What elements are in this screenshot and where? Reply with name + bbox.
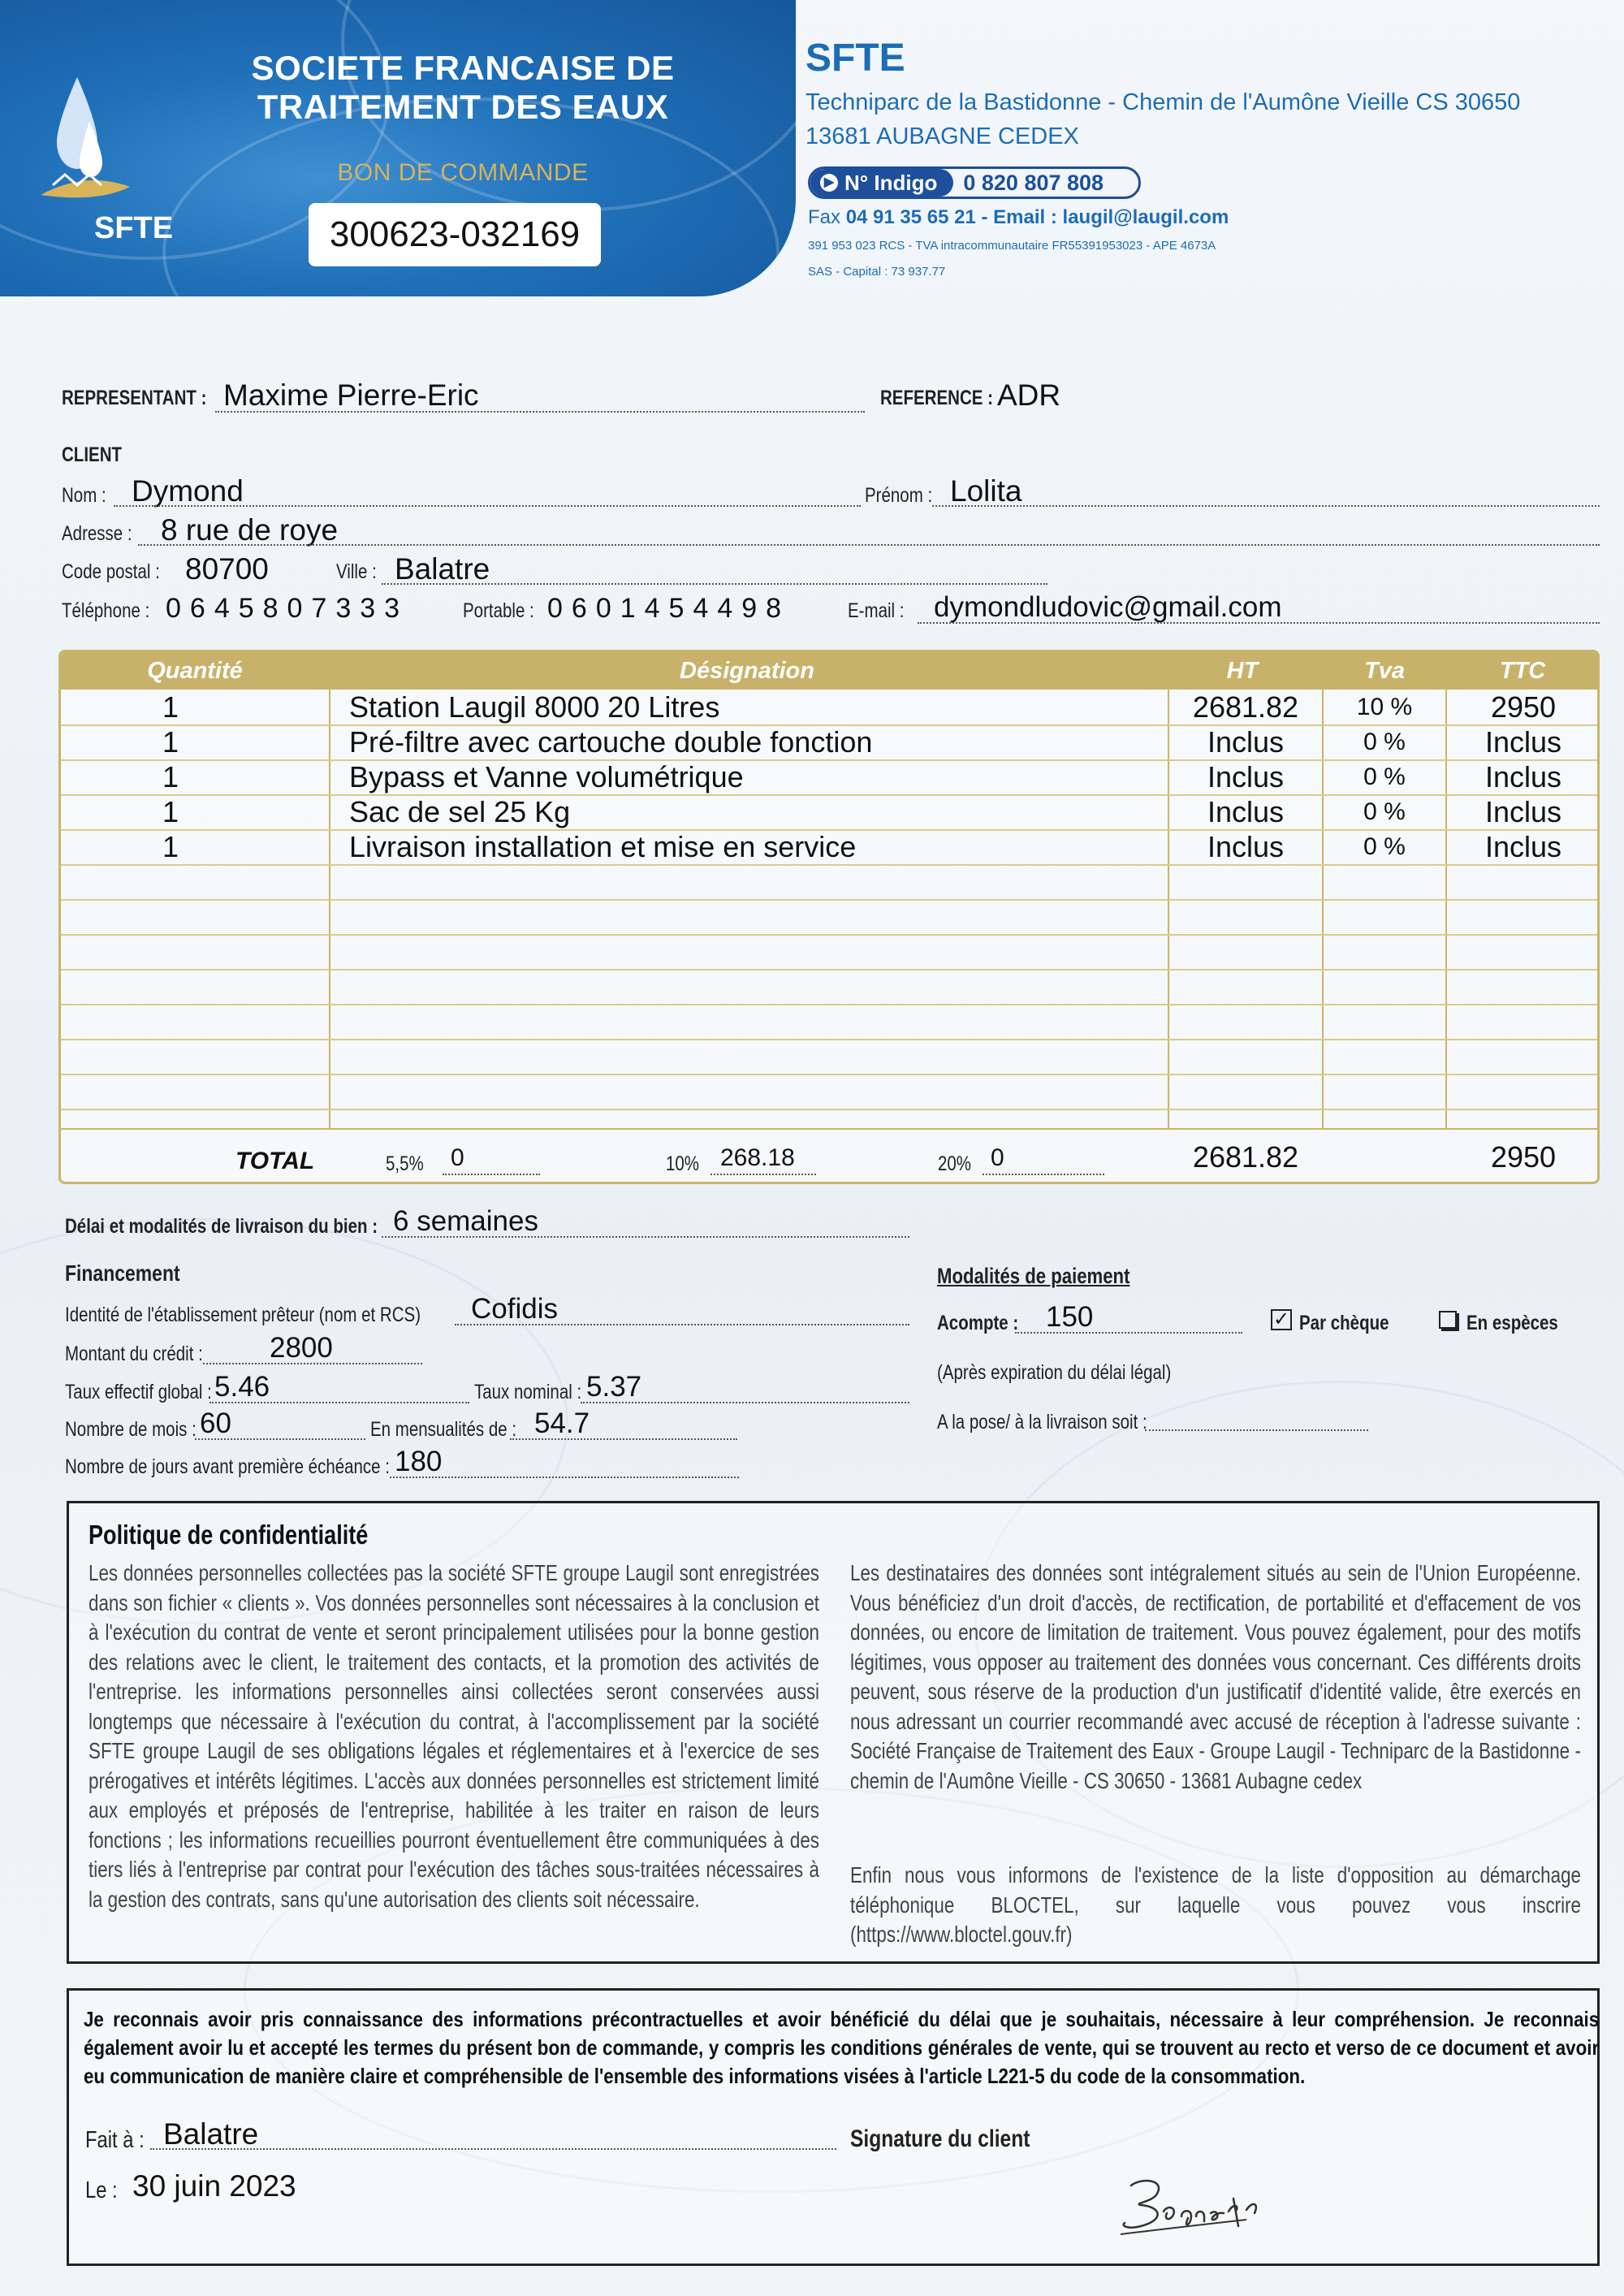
jours-echeance-label: Nombre de jours avant première échéance : [65, 1455, 390, 1478]
cell-ttc: Inclus [1484, 760, 1562, 793]
cell-designation: Livraison installation et mise en service [349, 830, 857, 863]
email-label: E-mail : [848, 599, 905, 622]
prenom-label: Prénom : [865, 484, 933, 507]
nombre-mois-label: Nombre de mois : [65, 1418, 197, 1441]
ville-value[interactable]: Balatre [395, 552, 490, 586]
fait-a-value[interactable]: Balatre [163, 2117, 259, 2151]
row-divider [61, 934, 1597, 936]
header-banner [0, 0, 796, 296]
livraison-label: Délai et modalités de livraison du bien : [65, 1215, 378, 1238]
dotted-line [390, 1477, 739, 1478]
cell-ht: Inclus [1207, 795, 1285, 828]
tva-10-value: 268.18 [720, 1144, 795, 1171]
apres-delai-label: (Après expiration du délai légal) [937, 1361, 1172, 1384]
dotted-line [382, 1236, 909, 1238]
col-header-ht: HT [1226, 658, 1259, 684]
address-line-1: Techniparc de la Bastidonne - Chemin de l'Aumône Vieille CS 30650 [806, 89, 1521, 115]
portable-value[interactable]: 0601454498 [547, 593, 791, 624]
dotted-line [138, 544, 1600, 546]
especes-label: En espèces [1466, 1312, 1558, 1334]
cell-tva: 10 % [1356, 694, 1413, 720]
dotted-line [203, 1363, 422, 1364]
livraison-value[interactable]: 6 semaines [393, 1205, 538, 1237]
water-drop-logo-icon [41, 73, 130, 219]
montant-credit-value[interactable]: 2800 [270, 1332, 333, 1364]
reference-value[interactable]: ADR [997, 378, 1061, 412]
signature-box [67, 1988, 1600, 2266]
cell-ttc: Inclus [1484, 725, 1562, 759]
adresse-value[interactable]: 8 rue de roye [161, 513, 339, 547]
column-divider [329, 690, 330, 1128]
cell-tva: 0 % [1363, 798, 1406, 825]
cell-designation: Station Laugil 8000 20 Litres [349, 690, 720, 724]
arrow-right-icon: ▶ [820, 174, 838, 192]
client-signature-icon[interactable] [1116, 2169, 1295, 2242]
company-name: SOCIETE FRANCAISE DE TRAITEMENT DES EAUX [251, 49, 675, 126]
logo-text: SFTE [94, 211, 174, 245]
total-ht: 2681.82 [1192, 1140, 1299, 1174]
privacy-text-left: Les données personnelles collectées pas la société SFTE groupe Laugil sont enregistrées dans son fichier « clients ». Vos données personnelles sont nécessaires à la conclusion et à l'exécution du contrat de vente et seront principalement utilisées pour la bonne gestion des relations avec le client, le traitement des contacts, et la promotion des activités de l'entreprise. les informations personnelles ainsi collectées seront conservées aussi longtemps que nécessaire à l'exécution du contrat, à l'accomplissement par la société SFTE groupe Laugil de ses obligations légales et réglementaires et à l'exercice de ses prérogatives et intérêts légitimes. L'accès aux données personnelles est strictement limité aux employés et préposés de l'entreprise, habilitée à les traiter en raison de leurs fonctions ; les informations recueillies pourront éventuellement être communiquées à des tiers liés à l'entreprise par contrat pour l'exécution des tâches sous-traitées nécessaires à la gestion des contrats, sans qu'une autorisation des clients soit nécessaire. [89, 1560, 819, 1912]
col-header-designation: Désignation [680, 658, 814, 684]
reference-label: REFERENCE : [880, 387, 993, 409]
tva-20-value: 0 [991, 1144, 1004, 1171]
dotted-line [215, 411, 865, 413]
pose-label: A la pose/ à la livraison soit : [937, 1411, 1147, 1433]
nom-value[interactable]: Dymond [132, 474, 244, 508]
col-header-tva: Tva [1364, 658, 1405, 684]
row-divider [61, 969, 1597, 971]
cell-qty: 1 [162, 830, 179, 863]
document-type: BON DE COMMANDE [337, 159, 589, 186]
indigo-phone-badge [808, 166, 1141, 199]
dotted-line [195, 1438, 365, 1440]
tva-55-label: 5,5% [386, 1152, 424, 1175]
cell-ttc: 2950 [1490, 690, 1557, 724]
dotted-line [114, 505, 861, 507]
col-header-quantite: Quantité [147, 658, 243, 684]
total-divider [61, 1128, 1597, 1130]
row-divider [61, 1109, 1597, 1110]
acknowledgement-text: Je reconnais avoir pris connaissance des informations précontractuelles et avoir bénéficié du délai que je souhaitais, nécessaire à leur compréhension. Je reconnais également avoir lu et accepté les termes du présent bon de commande, y compris les conditions générales de vente, qui se trouvent au recto et verso de ce document et avoir eu communication de manière claire et compréhensible de l'ensemble des informations visées à l'article L221-5 du code de la consommation. [84, 2007, 1600, 2088]
total-label: TOTAL [235, 1148, 315, 1174]
address-line-2: 13681 AUBAGNE CEDEX [806, 123, 1079, 149]
nombre-mois-value[interactable]: 60 [200, 1407, 231, 1439]
montant-credit-label: Montant du crédit : [65, 1343, 203, 1365]
dotted-line [455, 1324, 909, 1325]
acompte-label: Acompte : [937, 1312, 1019, 1334]
legal-line-1: 391 953 023 RCS - TVA intracommunautaire FR55391953023 - APE 4673A [808, 239, 1216, 253]
brand-name: SFTE [806, 37, 905, 80]
financement-title: Financement [65, 1260, 180, 1286]
date-label: Le : [85, 2177, 118, 2203]
dotted-line [1145, 1429, 1368, 1431]
row-divider [61, 1074, 1597, 1075]
dotted-line [918, 622, 1600, 624]
teg-value[interactable]: 5.46 [214, 1371, 270, 1403]
cell-tva: 0 % [1363, 729, 1406, 755]
cell-qty: 1 [162, 795, 179, 828]
legal-line-2: SAS - Capital : 73 937.77 [808, 265, 946, 279]
cell-designation: Pré-filtre avec cartouche double fonction [349, 725, 873, 759]
cell-designation: Sac de sel 25 Kg [349, 795, 571, 828]
jours-echeance-value[interactable]: 180 [395, 1446, 443, 1477]
dotted-line [382, 583, 1047, 585]
fait-a-label: Fait à : [85, 2127, 145, 2153]
indigo-label: ▶ N° Indigo [810, 169, 953, 197]
client-label: CLIENT [62, 443, 123, 466]
representant-value[interactable]: Maxime Pierre-Eric [223, 378, 479, 412]
privacy-text-right-2: Enfin nous vous informons de l'existence de la liste d'opposition au démarchage téléphonique BLOCTEL, sur laquelle vous pouvez vous inscrire (https://www.bloctel.gouv.fr) [850, 1862, 1581, 1947]
cell-ttc: Inclus [1484, 795, 1562, 828]
fax-email-line: Fax 04 91 35 65 21 - Email : laugil@laugil.com [808, 206, 1229, 228]
code-postal-label: Code postal : [62, 560, 160, 583]
dotted-line [150, 2148, 836, 2150]
tva-10-label: 10% [666, 1152, 700, 1175]
cheque-checkbox[interactable]: ✓ [1271, 1309, 1292, 1330]
table-header [61, 652, 1597, 690]
tva-20-label: 20% [938, 1152, 972, 1175]
order-items-table [58, 650, 1600, 1184]
indigo-number: 0 820 807 808 [963, 170, 1104, 195]
teg-label: Taux effectif global : [65, 1381, 212, 1403]
row-divider [61, 864, 1597, 866]
paiement-title: Modalités de paiement [937, 1264, 1130, 1288]
email-value[interactable]: dymondludovic@gmail.com [934, 591, 1282, 623]
privacy-policy-box [67, 1501, 1600, 1964]
cell-ht: Inclus [1207, 725, 1285, 759]
code-postal-value[interactable]: 80700 [185, 552, 269, 586]
cell-ttc: Inclus [1484, 830, 1562, 863]
cell-qty: 1 [162, 760, 179, 793]
order-number: 300623-032169 [309, 203, 601, 266]
especes-checkbox[interactable] [1439, 1311, 1457, 1329]
cheque-label: Par chèque [1299, 1312, 1389, 1334]
date-value[interactable]: 30 juin 2023 [132, 2169, 296, 2203]
dotted-line [983, 1174, 1104, 1175]
mensualites-value[interactable]: 54.7 [534, 1407, 590, 1439]
taux-nominal-label: Taux nominal : [474, 1381, 582, 1403]
row-divider [61, 899, 1597, 901]
dotted-line [209, 1402, 469, 1403]
dotted-line [510, 1438, 737, 1440]
mensualites-label: En mensualités de : [370, 1418, 517, 1441]
adresse-label: Adresse : [62, 522, 132, 545]
representant-label: REPRESENTANT : [62, 387, 207, 409]
prenom-value[interactable]: Lolita [950, 474, 1022, 508]
signature-label: Signature du client [850, 2125, 1030, 2152]
dotted-line [443, 1174, 540, 1175]
dotted-line [581, 1402, 909, 1403]
ville-label: Ville : [336, 560, 377, 583]
tva-55-value: 0 [451, 1144, 464, 1171]
cell-tva: 0 % [1363, 833, 1406, 860]
telephone-value[interactable]: 0645807333 [166, 593, 409, 624]
telephone-label: Téléphone : [62, 599, 150, 622]
total-ttc: 2950 [1490, 1140, 1557, 1174]
privacy-title: Politique de confidentialité [89, 1520, 369, 1550]
cell-tva: 0 % [1363, 763, 1406, 790]
row-divider [61, 1004, 1597, 1005]
dotted-line [710, 1174, 816, 1175]
dotted-line [1015, 1332, 1242, 1334]
cell-designation: Bypass et Vanne volumétrique [349, 760, 744, 793]
privacy-text-right-1: Les destinataires des données sont intégralement situés au sein de l'Union Européenne. Vous bénéficiez d'un droit d'accès, de rectification, de portabilité et d'effacement de vos données, ou encore de limitation de traitement. Vous pouvez également, pour des motifs légitimes, vous opposer au traitement des données vous concernant. Ces différents droits peuvent, sous réserve de la production d'un justificatif d'identité valide, être exercés en nous adressant un courrier recommandé avec accusé de réception à l'adresse suivante : Société Française de Traitement des Eaux - Groupe Laugil - Techniparc de la Bastidonne - chemin de l'Aumône Vieille - CS 30650 - 13681 Aubagne cedex [850, 1560, 1581, 1793]
nom-label: Nom : [62, 484, 106, 507]
etablissement-label: Identité de l'établissement prêteur (nom et RCS) [65, 1304, 421, 1326]
taux-nominal-value[interactable]: 5.37 [586, 1371, 642, 1403]
cell-ht: Inclus [1207, 760, 1285, 793]
cell-qty: 1 [162, 725, 179, 759]
portable-label: Portable : [463, 599, 534, 622]
cell-qty: 1 [162, 690, 179, 724]
row-divider [61, 1039, 1597, 1040]
cell-ht: Inclus [1207, 830, 1285, 863]
etablissement-value[interactable]: Cofidis [471, 1293, 558, 1325]
cell-ht: 2681.82 [1192, 690, 1299, 724]
dotted-line [932, 505, 1600, 507]
acompte-value[interactable]: 150 [1046, 1301, 1094, 1333]
col-header-ttc: TTC [1499, 658, 1546, 684]
